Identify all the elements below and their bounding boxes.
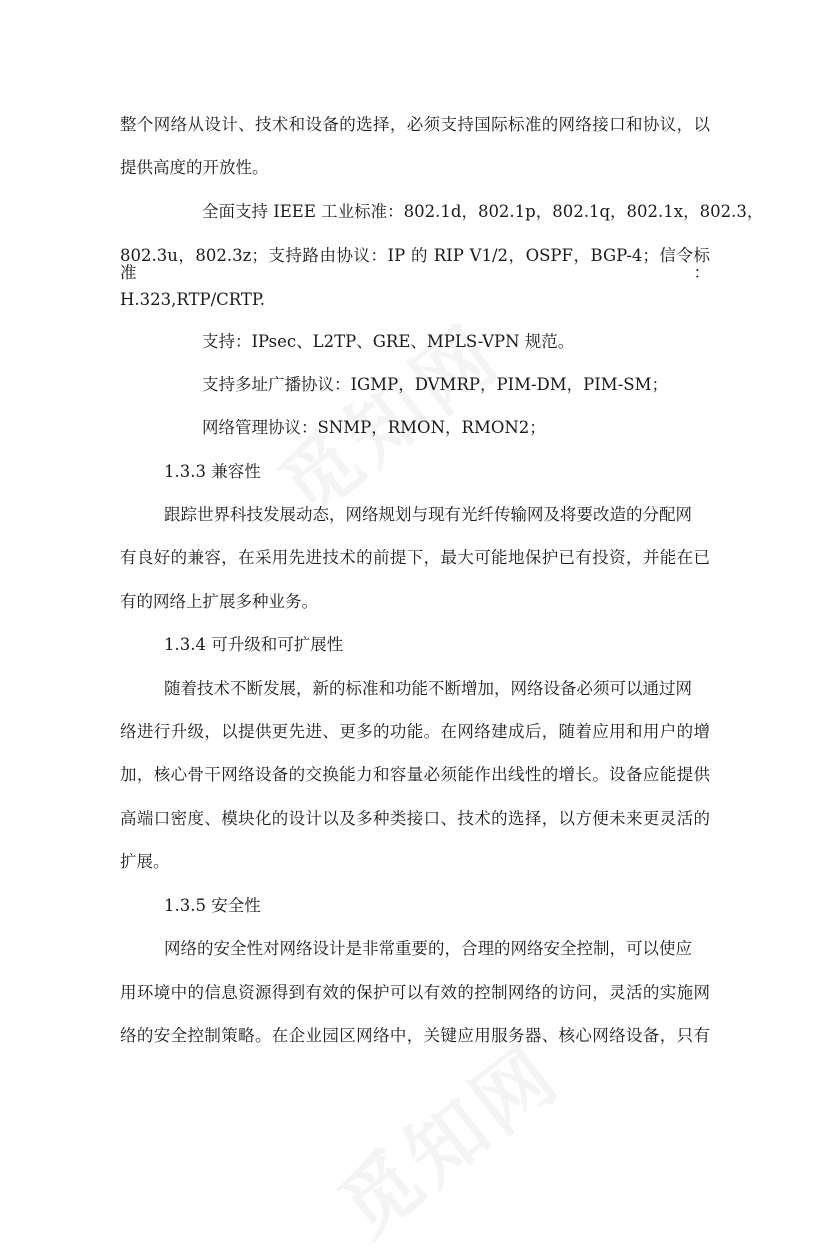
paragraph-line: 全面支持 IEEE 工业标准：802.1d，802.1p，802.1q，802.1x，802.3， — [202, 202, 764, 221]
paragraph-line: 支持：IPsec、L2TP、GRE、MPLS-VPN 规范。 — [202, 332, 575, 351]
paragraph-line: 802.3u，802.3z；支持路由协议：IP 的 RIP V1/2，OSPF，BGP-4；信令标准： — [120, 246, 710, 282]
paragraph-line: H.323,RTP/CRTP. — [120, 290, 265, 309]
paragraph-line: 加，核心骨干网络设备的交换能力和容量必须能作出线性的增长。设备应能提供 — [120, 765, 710, 784]
paragraph-line: 有的网络上扩展多种业务。 — [120, 592, 318, 611]
paragraph-line: 高端口密度、模块化的设计以及多种类接口、技术的选择，以方便未来更灵活的 — [120, 809, 710, 828]
paragraph-line: 跟踪世界科技发展动态，网络规划与现有光纤传输网及将要改造的分配网 — [164, 505, 692, 524]
paragraph-line: 有良好的兼容，在采用先进技术的前提下，最大可能地保护已有投资，并能在已 — [120, 548, 710, 567]
paragraph-line: 扩展。 — [120, 852, 170, 871]
paragraph-line: 提供高度的开放性。 — [120, 158, 269, 177]
watermark — [312, 1014, 580, 1257]
section-heading: 1.3.5 安全性 — [164, 896, 261, 915]
paragraph-line: 络的安全控制策略。在企业园区网络中，关键应用服务器、核心网络设备，只有 — [120, 1026, 710, 1045]
paragraph-line: 整个网络从设计、技术和设备的选择，必须支持国际标准的网络接口和协议，以 — [120, 115, 710, 134]
paragraph-line: 网络的安全性对网络设计是非常重要的，合理的网络安全控制，可以使应 — [164, 939, 692, 958]
paragraph-line: 络进行升级，以提供更先进、更多的功能。在网络建成后，随着应用和用户的增 — [120, 722, 710, 741]
section-heading: 1.3.3 兼容性 — [164, 462, 261, 481]
paragraph-line: 随着技术不断发展，新的标准和功能不断增加，网络设备必须可以通过网 — [164, 679, 692, 698]
paragraph-line: 用环境中的信息资源得到有效的保护可以有效的控制网络的访问，灵活的实施网 — [120, 983, 710, 1002]
section-heading: 1.3.4 可升级和可扩展性 — [164, 635, 344, 654]
watermark — [252, 294, 520, 537]
paragraph-line: 支持多址广播协议：IGMP，DVMRP，PIM-DM，PIM-SM； — [202, 375, 668, 394]
paragraph-line: 网络管理协议：SNMP，RMON，RMON2； — [202, 418, 546, 437]
